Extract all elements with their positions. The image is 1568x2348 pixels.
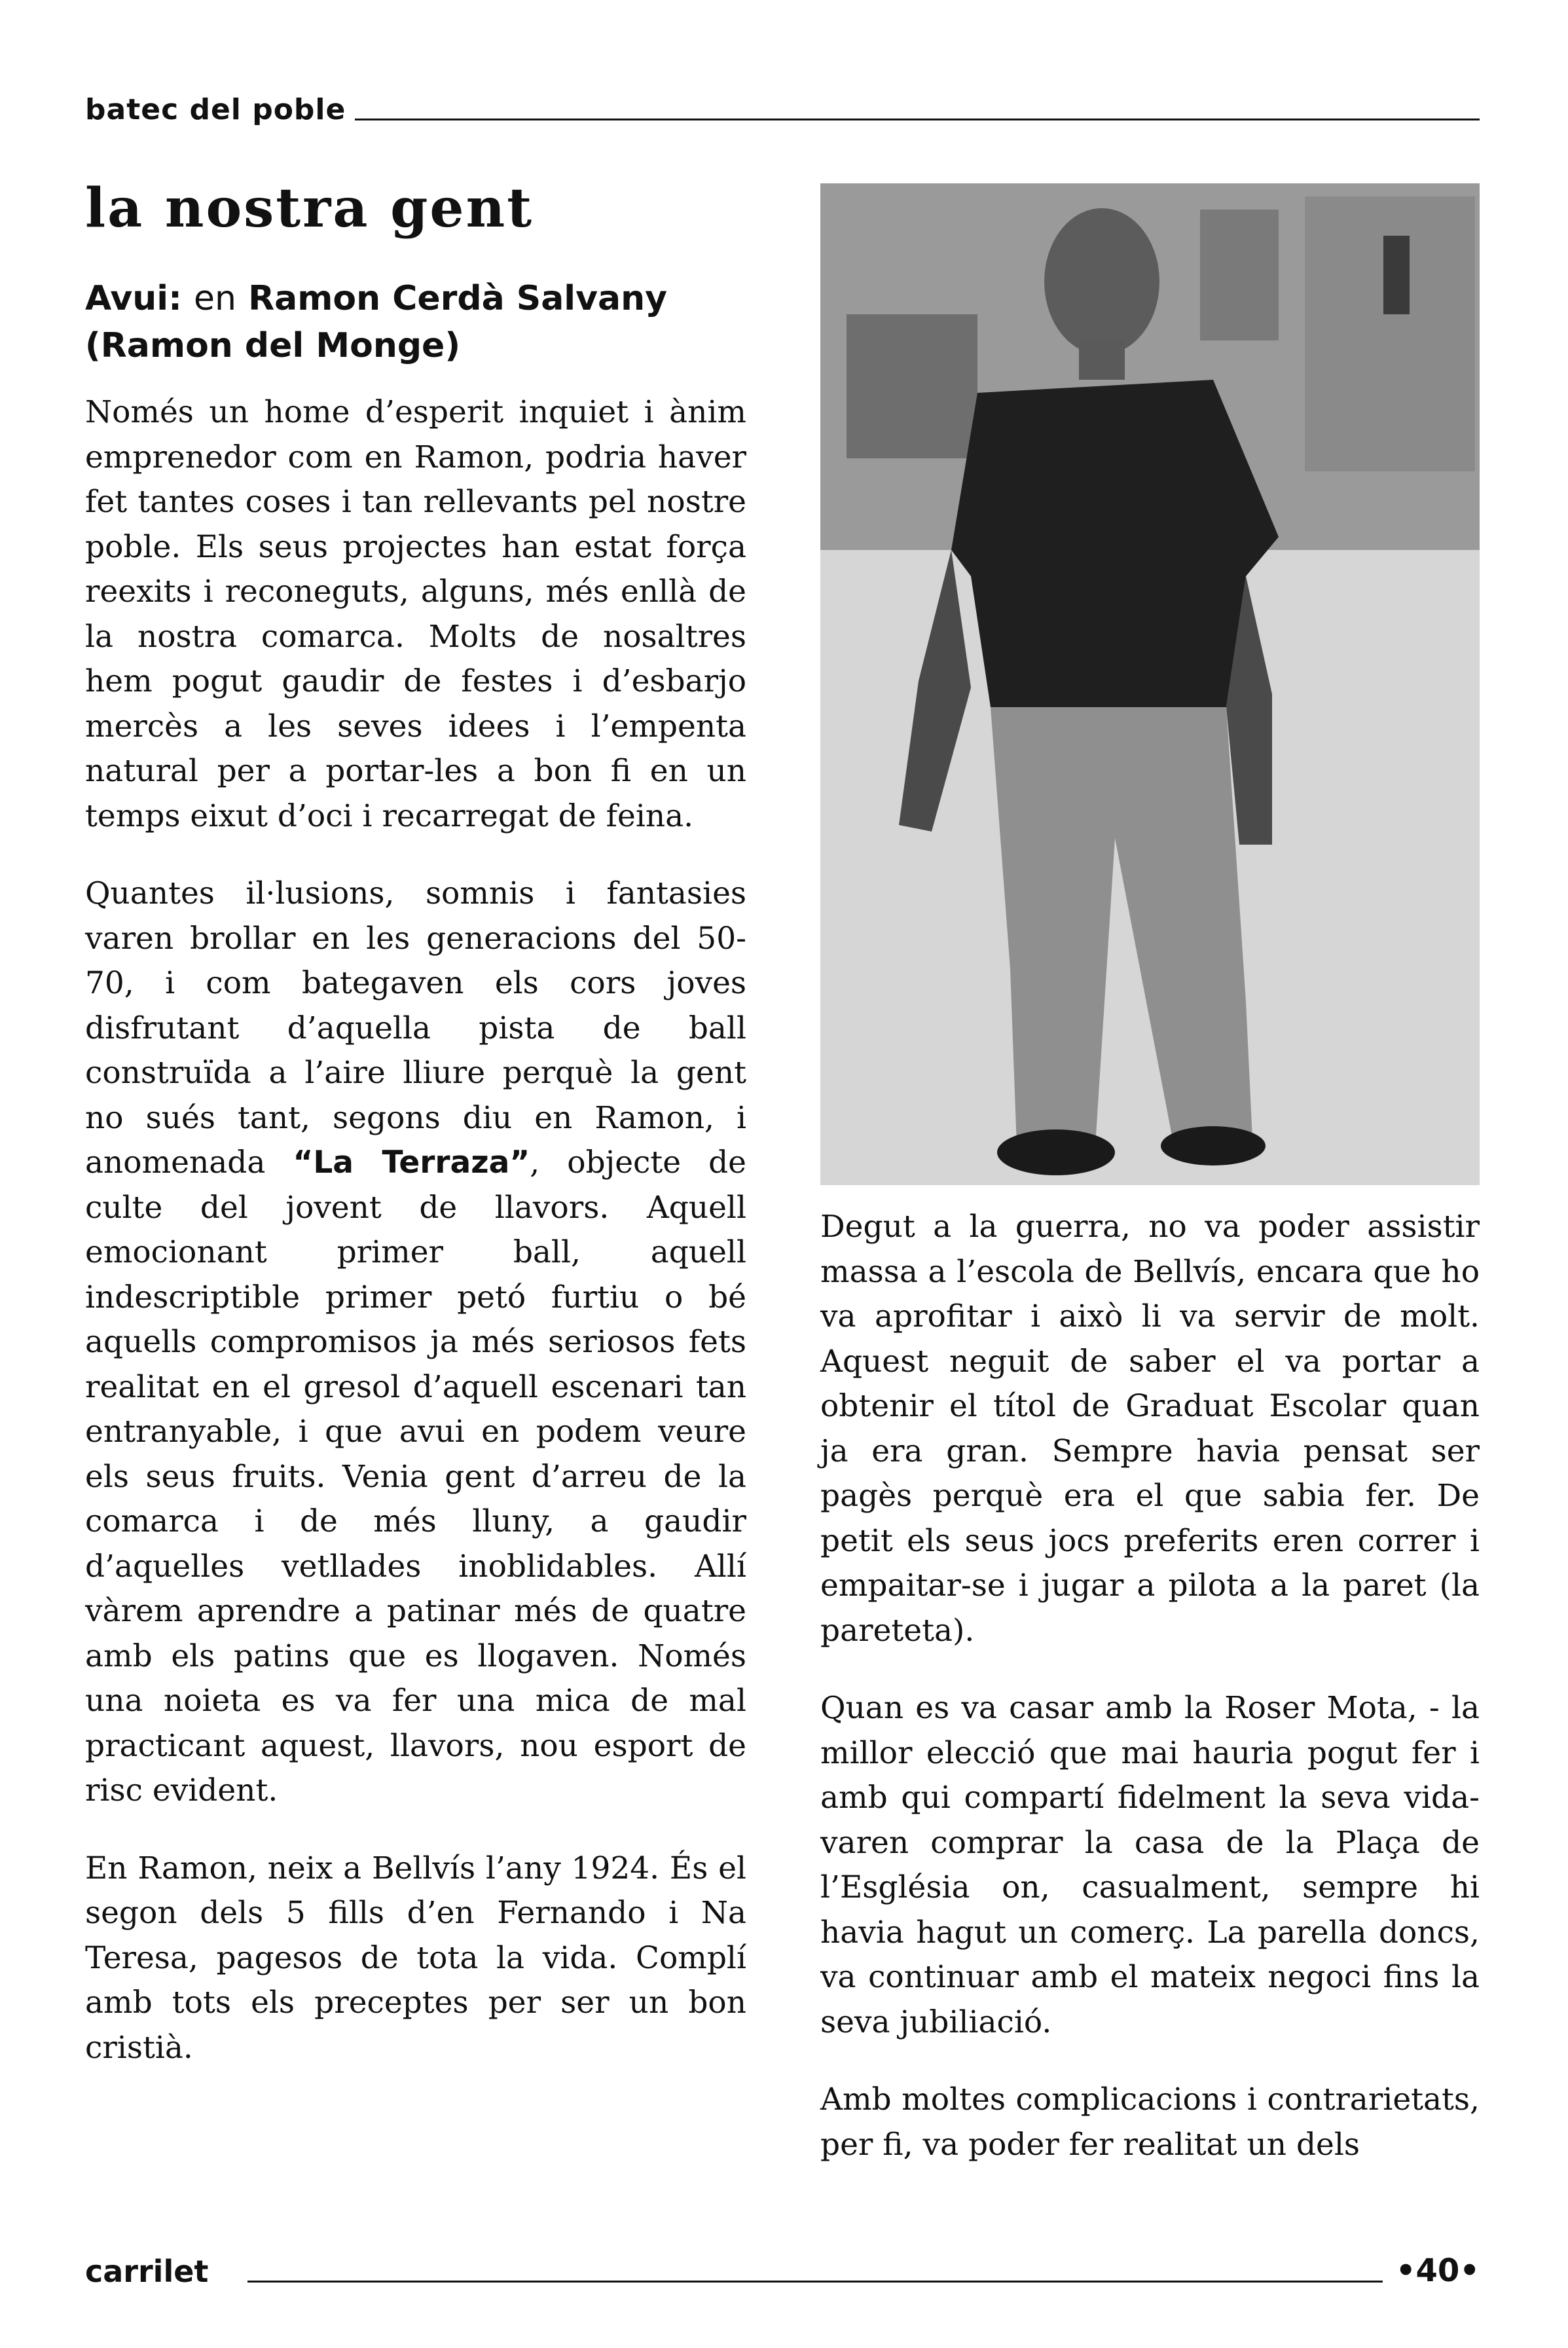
page-number: •40• (1395, 2252, 1480, 2289)
paragraph-intro: Només un home d’esperit inquiet i ànim emprenedor com en Ramon, podria haver fet tantes coses i tan rellevants pel nostre poble. Els seus projectes han estat força reexits i reconeguts, alguns, més enllà de la nostra comarca. Molts de nosaltres hem pogut gaudir de festes i d’esbarjo mercès a les seves idees i l’empenta natural per a portar-les a bon fi en un temps eixut d’oci i recarregat de feina. (85, 394, 746, 834)
paragraph-marriage: Quan es va casar amb la Roser Mota, - la millor elecció que mai hauria pogut fer i amb qui compartí fidelment la seva vida- varen comprar la casa de la Plaça de l’Església on, casualment, sempre hi havia hagut un comerç. La parella doncs, va continuar amb el mateix negoci fins la seva jubiliació. (820, 1690, 1480, 2040)
section-label: batec del poble (85, 93, 346, 126)
terraza-name: “La Terraza” (293, 1145, 530, 1181)
subtitle-name: Ramon Cerdà Salvany (248, 279, 668, 318)
header-rule (355, 119, 1480, 120)
paragraph-terraza-end: , objecte de culte del jovent de llavors. Aquell emocionant primer ball, aquell indescriptible primer petó furtiu o bé aquells compromisos ja més seriosos fets realitat en el gresol d’aquell escenari tan entranyable, i que avui en podem veure els seus fruits. Venia gent d’arreu de la comarca i de més lluny, a gaudir d’aquelles vetllades inoblidables. Allí vàrem aprendre a patinar més de quatre amb els patins que es llogaven. Només una noieta es va fer una mica de mal practicant aquest, llavors, nou esport de risc evident. (85, 1145, 746, 1808)
magazine-name: carrilet (85, 2254, 209, 2289)
paragraph-continued: Amb moltes complicacions i contrarietats, per fi, va poder fer realitat un dels (820, 2082, 1480, 2163)
article-title: la nostra gent (85, 177, 534, 240)
portrait-image (820, 183, 1480, 1185)
subtitle-article: en (194, 279, 236, 318)
paragraph-birth: En Ramon, neix a Bellvís l’any 1924. És el segon dels 5 fills d’en Fernando i Na Teresa, pagesos de tota la vida. Complí amb tots els preceptes per ser un bon cristià. (85, 1850, 746, 2066)
paragraph-war: Degut a la guerra, no va poder assistir massa a l’escola de Bellvís, encara que ho va aprofitar i això li va servir de molt. Aquest neguit de saber el va portar a obtenir el títol de Graduat Escolar quan ja era gran. Sempre havia pensat ser pagès perquè era el que sabia fer. De petit els seus jocs preferits eren correr i empaitar-se i jugar a pilota a la paret (la pareteta). (820, 1209, 1480, 1649)
portrait-photo (820, 183, 1480, 1185)
left-column (85, 390, 746, 2103)
footer-rule (247, 2281, 1382, 2283)
page-footer (85, 2252, 1480, 2289)
paragraph-terraza (85, 871, 746, 1814)
subtitle-prefix: Avui: (85, 279, 182, 318)
paragraph-terraza-start: Quantes il·lusions, somnis i fantasies varen brollar en les generacions del 50-70, i com bategaven els cors joves disfrutant d’aquella pista de ball construïda a l’aire lliure perquè la gent no sués tant, segons diu en Ramon, i anomenada (85, 875, 746, 1181)
subtitle-alias: (Ramon del Monge) (85, 326, 461, 365)
page-header (85, 93, 1480, 126)
right-column (820, 1205, 1480, 2200)
article-subtitle (85, 275, 779, 369)
